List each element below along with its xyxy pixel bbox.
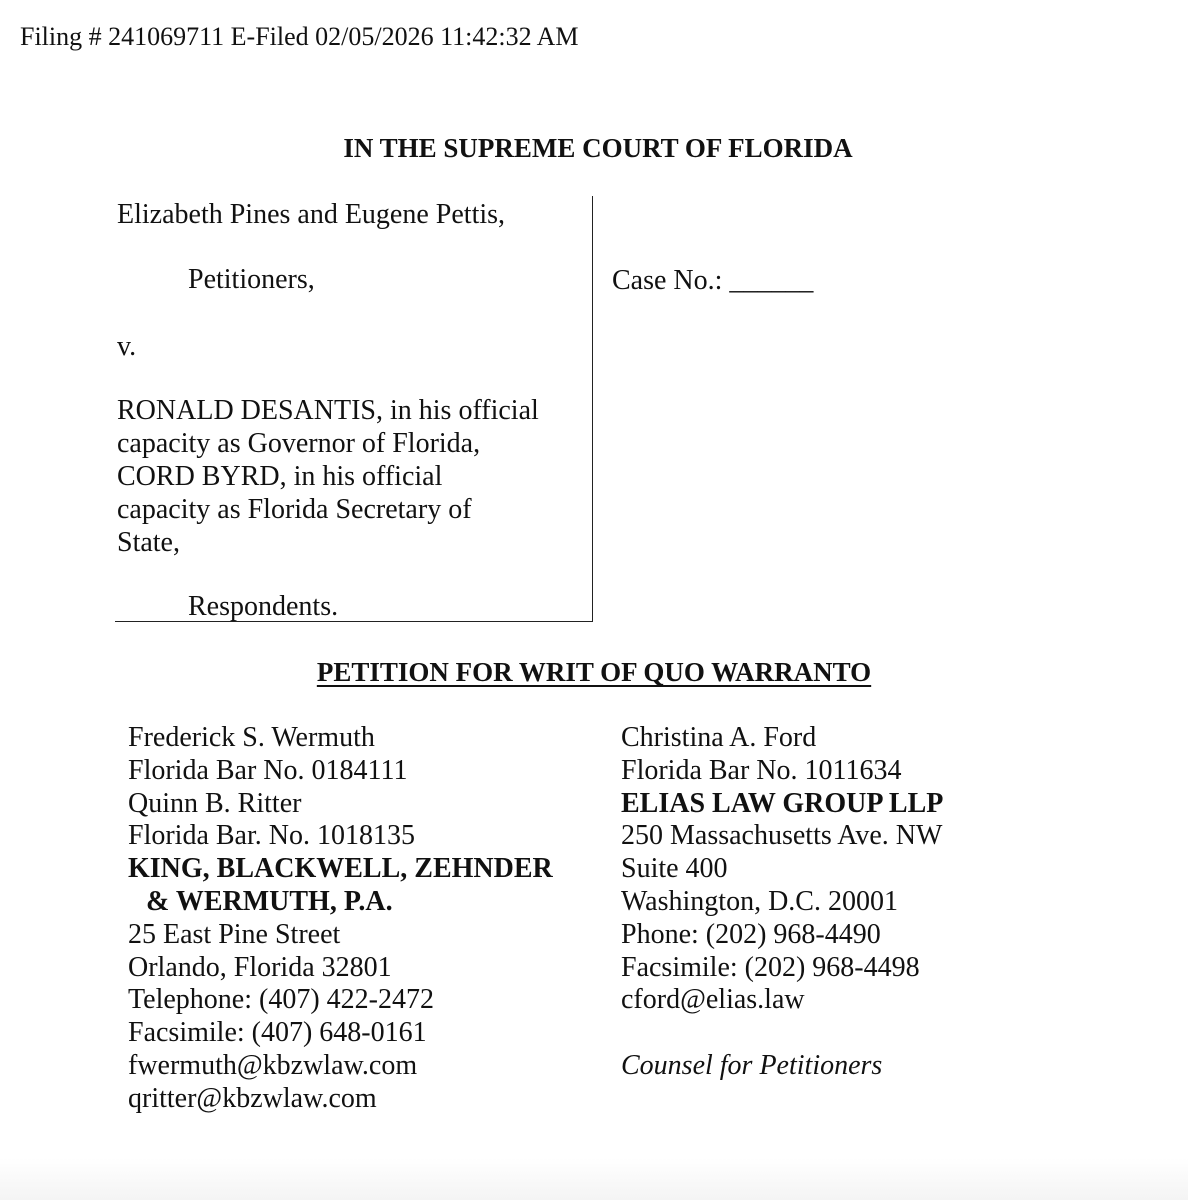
email: fwermuth@kbzwlaw.com (128, 1049, 418, 1081)
email: cford@elias.law (621, 984, 805, 1016)
suite: Suite 400 (621, 853, 728, 885)
court-heading (0, 133, 1188, 164)
respondents-line: capacity as Florida Secretary of (117, 494, 472, 525)
firm-name-continued: & WERMUTH, P.A. (146, 885, 393, 917)
respondents-line: capacity as Governor of Florida, (117, 428, 481, 459)
email: qritter@kbzwlaw.com (128, 1082, 377, 1114)
petitioners-label: Petitioners, (188, 264, 315, 295)
respondents-line: CORD BYRD, in his official (117, 461, 443, 492)
firm-name: KING, BLACKWELL, ZEHNDER (128, 853, 553, 885)
page-bottom-edge (0, 1158, 1188, 1200)
respondents-line: State, (117, 527, 180, 558)
counsel-block-left (128, 722, 553, 1116)
versus-label: v. (117, 331, 137, 362)
street-address: 250 Massachusetts Ave. NW (621, 820, 943, 852)
bar-number: Florida Bar No. 0184111 (128, 754, 408, 786)
respondents-names (117, 394, 539, 559)
counsel-role: Counsel for Petitioners (621, 1049, 883, 1081)
respondents-line: RONALD DESANTIS, in his official (117, 395, 539, 426)
attorney-name: Frederick S. Wermuth (128, 722, 375, 753)
counsel-block-right (621, 722, 943, 1083)
filing-stamp: Filing # 241069711 E-Filed 02/05/2026 11:42:32 AM (20, 22, 579, 51)
city-address: Orlando, Florida 32801 (128, 951, 392, 983)
case-caption-box (115, 196, 593, 622)
case-number: Case No.: ______ (612, 265, 814, 296)
city-address: Washington, D.C. 20001 (621, 885, 898, 917)
street-address: 25 East Pine Street (128, 918, 341, 950)
attorney-name: Christina A. Ford (621, 722, 817, 753)
bar-number: Florida Bar No. 1011634 (621, 754, 902, 786)
spacer (621, 1017, 943, 1050)
telephone: Telephone: (407) 422-2472 (128, 984, 434, 1016)
document-title: PETITION FOR WRIT OF QUO WARRANTO (316, 657, 872, 687)
respondents-label: Respondents. (188, 591, 339, 622)
telephone: Phone: (202) 968-4490 (621, 918, 881, 950)
petitioners-names: Elizabeth Pines and Eugene Pettis, (117, 199, 506, 230)
facsimile: Facsimile: (407) 648-0161 (128, 1017, 427, 1049)
firm-name: ELIAS LAW GROUP LLP (621, 787, 944, 819)
facsimile: Facsimile: (202) 968-4498 (621, 951, 920, 983)
court-name: IN THE SUPREME COURT OF FLORIDA (343, 133, 853, 163)
attorney-name: Quinn B. Ritter (128, 787, 302, 819)
bar-number: Florida Bar. No. 1018135 (128, 820, 415, 852)
